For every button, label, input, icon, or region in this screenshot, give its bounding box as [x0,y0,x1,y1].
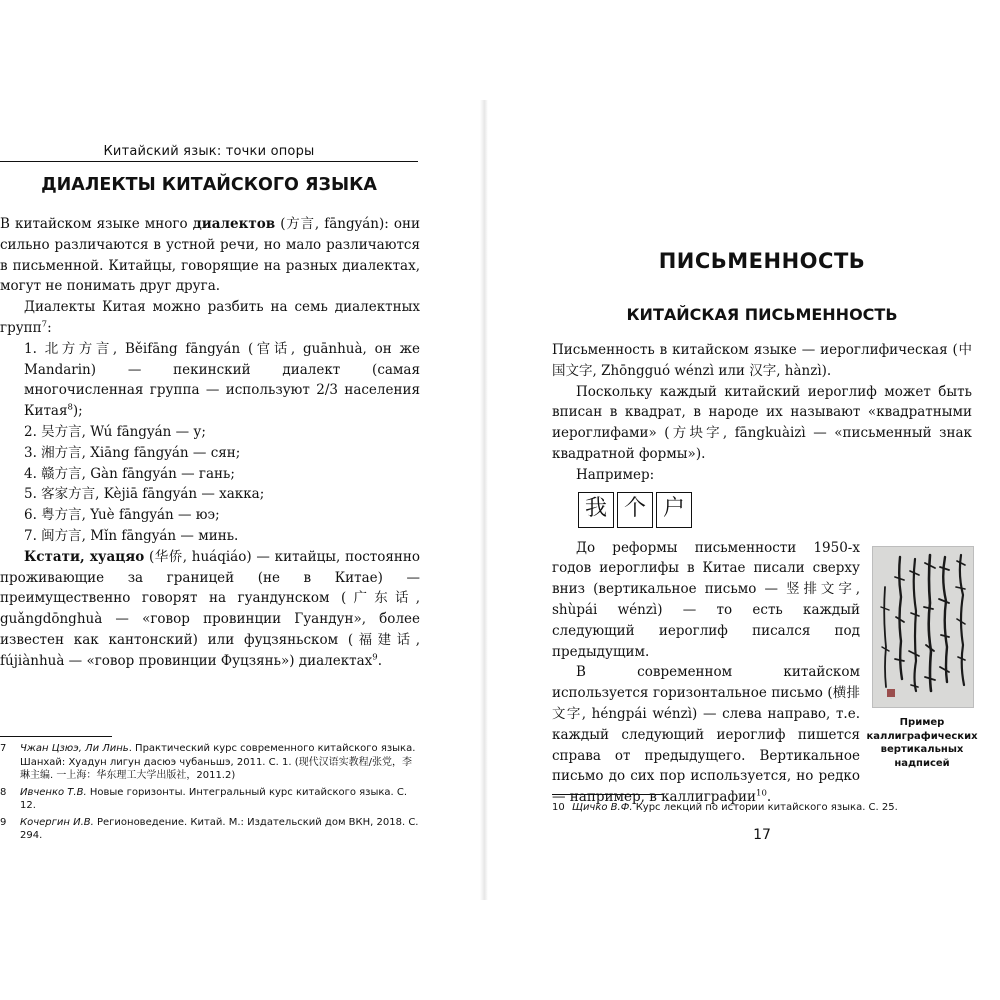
list-item: 2. 吴方言, Wú fāngyán — у; [24,423,206,440]
footnote-ref-8[interactable]: 8 [67,402,73,413]
chapter-title: ПИСЬМЕННОСТЬ [658,249,866,273]
example-characters [578,492,972,528]
paragraph-groups: Диалекты Китая можно разбить на семь диалектных групп$^7$: [0,299,420,336]
running-head: Китайский язык: точки опоры [103,144,315,159]
calligraphy-image [872,546,974,708]
paragraph-horizontal-writing: В современном китайском используется горизонтальное письмо (横排文字, héngpái wénzì) — слева направо, т.е. каждый следующий иероглиф пишется справа от предыдущего. Вертикальное письмо до сих пор используется, но редко — например, в каллиграфии$^{10}$. [552,664,860,806]
paragraph-hieroglyphic: Письменность в китайском языке — иероглифическая (中国文字, Zhōngguó wénzì или 汉字, hànzì). [552,342,972,379]
footnote-ref-7[interactable]: 7 [41,319,48,330]
footnote-rule [0,736,112,737]
list-item: 3. 湘方言, Xiāng fāngyán — сян; [24,444,241,461]
section-title-dialects: ДИАЛЕКТЫ КИТАЙСКОГО ЯЗЫКА [41,175,377,195]
section-title-chinese-writing: КИТАЙСКАЯ ПИСЬМЕННОСТЬ [626,305,898,324]
term-huaqiao: Кстати, хуацяо [24,548,145,565]
footnote-8: 8 Ивченко Т.В. Новые горизонты. Интегральный курс китайского языка. С. 12. [0,786,408,811]
list-item: 7. 闽方言, Mǐn fāngyán — минь. [24,527,239,544]
footnote-ref-9[interactable]: 9 [372,652,378,663]
header-rule [0,161,418,162]
example-char-box: 我 [578,492,614,528]
paragraph-huaqiao: Кстати, хуацяо (华侨, huáqiáo) — китайцы, постоянно проживающие за границей (не в Китае) — преимущественно говорят на гуандунском (广东话, guǎngdōnghuà — «говор провинции Гуандун», более известен как кантонский) или фуцзяньском (福建话, fújiànhuà — «говор провинции Фуцзянь») диалектах$^9$. [0,548,421,669]
list-item: 1. 北方方言, Běifāng fāngyán (官话, guānhuà, он же Mandarin) — пекинский диалект (самая многочисленная группа — используют 2/3 населения Китая$^8$); [24,340,420,420]
paragraph-example-label: Например: [576,466,655,483]
list-item: 4. 赣方言, Gàn fāngyán — гань; [24,465,235,482]
example-char-box: 户 [656,492,692,528]
paragraph-vertical-writing: До реформы письменности 1950-х годов иероглифы в Китае писали сверху вниз (вертикальное письмо — 竖排文字, shùpái wénzì) — то есть каждый следующий иероглиф писался под предыдущим. [552,539,860,660]
book-spine [480,100,488,900]
list-item: 6. 粤方言, Yuè fāngyán — юэ; [24,507,220,524]
dialects-body [0,214,420,672]
footnotes-left [0,742,420,846]
footnote-7: 7 Чжан Цзюэ, Ли Линь. Практический курс современного китайского языка. Шанхай: Хуадун лигун дасюэ чубаньшэ, 2011. С. 1. (现代汉语实教程/张党，李琳主编. 一上海：华东理工大学出版社，2011.2) [0,743,416,781]
paragraph-square-characters: Поскольку каждый китайский иероглиф может быть вписан в квадрат, в народе их называют «квадратными иероглифами» (方块字, fāngkuàizì — «письменный знак квадратной формы»). [552,383,972,462]
example-char-box: 个 [617,492,653,528]
page-number: 17 [753,827,771,843]
paragraph-intro: В китайском языке много диалектов (方言, fāngyán): они сильно различаются в устной речи, но мало различаются в письменной. Китайцы, говорящие на разных диалектах, могут не понимать друг друга. [0,216,421,295]
term-dialects: диалектов [192,216,276,232]
footnote-ref-10[interactable]: 10 [756,788,767,799]
footnote-10: 10 Щичко В.Ф. Курс лекций по истории китайского языка. С. 25. [552,802,898,813]
footnote-9: 9 Кочергин И.В. Регионоведение. Китай. М.: Издательский дом ВКН, 2018. С. 294. [0,816,419,841]
footnote-rule [552,794,664,795]
image-caption: Пример каллиграфических вертикальных надписей [866,717,978,769]
footnotes-right [552,801,972,818]
list-item: 5. 客家方言, Kèjiā fāngyán — хакка; [24,486,265,503]
calligraphy-strokes [873,547,973,707]
